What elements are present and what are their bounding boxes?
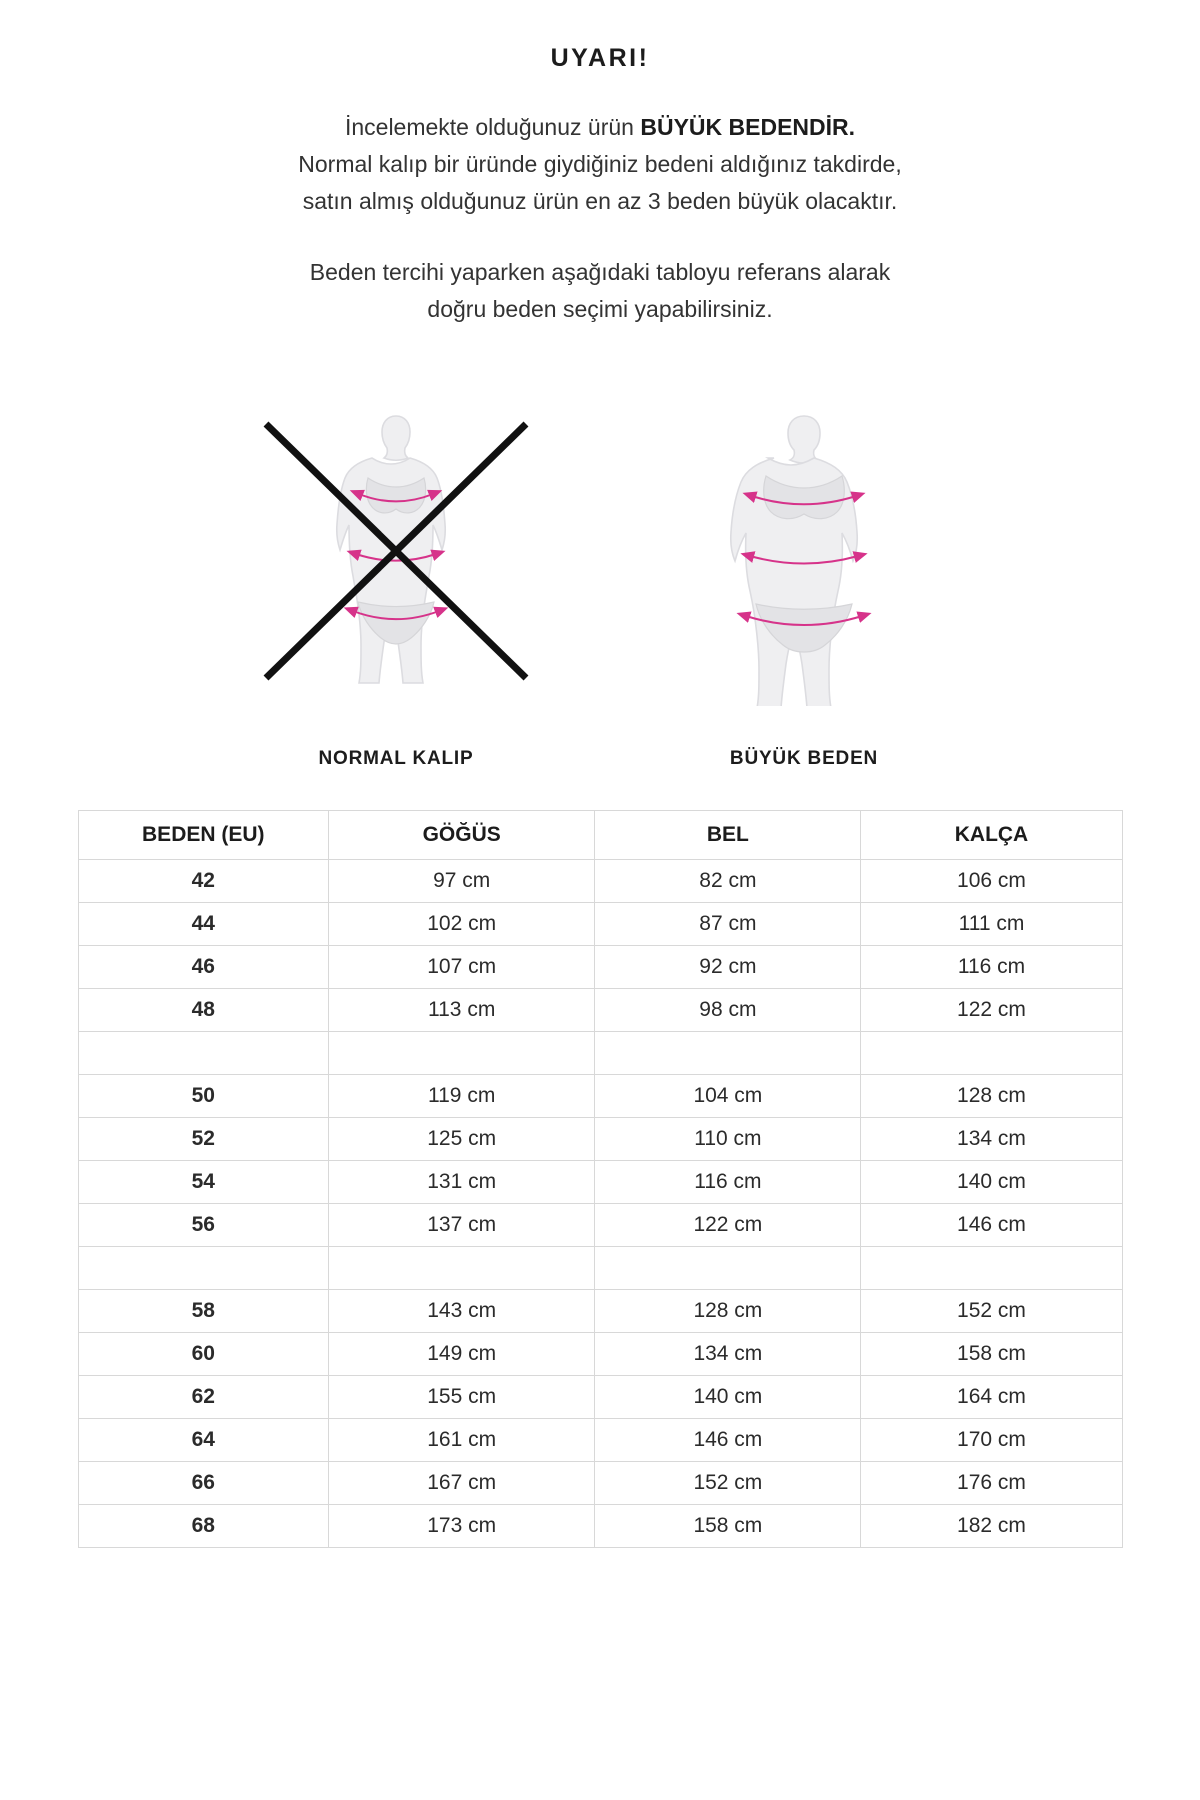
cell-hip: 140 cm — [861, 1161, 1122, 1204]
cell-size: 54 — [78, 1161, 329, 1204]
cell-size: 62 — [78, 1376, 329, 1419]
cell-hip: 128 cm — [861, 1075, 1122, 1118]
table-row — [78, 1161, 1122, 1204]
cell-waist — [595, 1032, 861, 1075]
table-row — [78, 1204, 1122, 1247]
intro-line-1-text: İncelemekte olduğunuz ürün — [344, 114, 641, 140]
cell-size: 46 — [78, 946, 329, 989]
column-header-chest: GÖĞÜS — [329, 811, 595, 860]
cell-hip: 134 cm — [861, 1118, 1122, 1161]
cell-hip — [861, 1247, 1122, 1290]
cell-chest: 107 cm — [329, 946, 595, 989]
cell-waist: 87 cm — [595, 903, 861, 946]
intro-paragraph-1 — [78, 109, 1123, 220]
page-title: UYARI! — [550, 44, 650, 72]
cell-chest: 161 cm — [329, 1419, 595, 1462]
intro-line-3: satın almış olduğunuz ürün en az 3 beden büyük olacaktır. — [302, 188, 898, 214]
table-row — [78, 1419, 1122, 1462]
table-spacer-row — [78, 1032, 1122, 1075]
table-row — [78, 1333, 1122, 1376]
table-row — [78, 860, 1122, 903]
intro-line-1 — [78, 109, 1123, 146]
intro2-line-1: Beden tercihi yaparken aşağıdaki tabloyu referans alarak — [309, 259, 891, 285]
cell-waist: 98 cm — [595, 989, 861, 1032]
cell-size: 58 — [78, 1290, 329, 1333]
cell-chest: 173 cm — [329, 1505, 595, 1548]
cell-size: 44 — [78, 903, 329, 946]
figure-normal-fit-caption: NORMAL KALIP — [318, 748, 474, 769]
cell-chest: 125 cm — [329, 1118, 595, 1161]
cell-hip: 164 cm — [861, 1376, 1122, 1419]
cell-waist: 122 cm — [595, 1204, 861, 1247]
figure-plus-size-caption: BÜYÜK BEDEN — [729, 748, 879, 769]
cell-chest: 131 cm — [329, 1161, 595, 1204]
cell-size: 52 — [78, 1118, 329, 1161]
cell-waist: 116 cm — [595, 1161, 861, 1204]
cell-hip: 106 cm — [861, 860, 1122, 903]
cell-waist: 146 cm — [595, 1419, 861, 1462]
cell-hip: 152 cm — [861, 1290, 1122, 1333]
cell-waist: 104 cm — [595, 1075, 861, 1118]
table-row — [78, 1075, 1122, 1118]
table-row — [78, 1505, 1122, 1548]
cell-chest: 102 cm — [329, 903, 595, 946]
cell-chest: 167 cm — [329, 1462, 595, 1505]
cell-size: 64 — [78, 1419, 329, 1462]
cell-size — [78, 1032, 329, 1075]
intro2-line-2: doğru beden seçimi yapabilirsiniz. — [427, 296, 773, 322]
cell-chest: 119 cm — [329, 1075, 595, 1118]
cell-waist: 158 cm — [595, 1505, 861, 1548]
cell-waist: 152 cm — [595, 1462, 861, 1505]
cell-waist: 82 cm — [595, 860, 861, 903]
cell-hip: 116 cm — [861, 946, 1122, 989]
table-row — [78, 1290, 1122, 1333]
figure-normal-fit — [231, 406, 561, 770]
cell-waist: 140 cm — [595, 1376, 861, 1419]
cell-size: 56 — [78, 1204, 329, 1247]
table-row — [78, 1118, 1122, 1161]
cell-chest: 97 cm — [329, 860, 595, 903]
cell-chest: 113 cm — [329, 989, 595, 1032]
intro-line-1-emphasis: BÜYÜK BEDENDİR. — [640, 114, 856, 140]
intro-paragraph-2 — [78, 254, 1123, 328]
cell-chest: 149 cm — [329, 1333, 595, 1376]
table-row — [78, 989, 1122, 1032]
size-guide-page — [78, 0, 1123, 1548]
cell-size: 68 — [78, 1505, 329, 1548]
cell-hip — [861, 1032, 1122, 1075]
cell-chest — [329, 1247, 595, 1290]
cell-chest: 137 cm — [329, 1204, 595, 1247]
intro-line-2: Normal kalıp bir üründe giydiğiniz bedeni aldığınız takdirde, — [298, 151, 902, 177]
table-row — [78, 946, 1122, 989]
cell-hip: 176 cm — [861, 1462, 1122, 1505]
column-header-hip: KALÇA — [861, 811, 1122, 860]
cell-hip: 182 cm — [861, 1505, 1122, 1548]
cell-size: 60 — [78, 1333, 329, 1376]
column-header-waist: BEL — [595, 811, 861, 860]
cell-chest: 143 cm — [329, 1290, 595, 1333]
table-spacer-row — [78, 1247, 1122, 1290]
cell-hip: 146 cm — [861, 1204, 1122, 1247]
plus-size-body-illustration — [654, 406, 954, 706]
cell-waist: 110 cm — [595, 1118, 861, 1161]
table-row — [78, 903, 1122, 946]
cell-hip: 111 cm — [861, 903, 1122, 946]
table-header-row — [78, 811, 1122, 860]
cell-size: 66 — [78, 1462, 329, 1505]
cell-size — [78, 1247, 329, 1290]
cell-waist: 134 cm — [595, 1333, 861, 1376]
column-header-size: BEDEN (EU) — [78, 811, 329, 860]
size-chart-body — [78, 860, 1122, 1548]
figure-plus-size — [639, 406, 969, 770]
figure-row — [78, 406, 1123, 770]
cell-size: 42 — [78, 860, 329, 903]
table-row — [78, 1462, 1122, 1505]
cell-hip: 122 cm — [861, 989, 1122, 1032]
cell-waist: 128 cm — [595, 1290, 861, 1333]
cell-size: 48 — [78, 989, 329, 1032]
cell-hip: 170 cm — [861, 1419, 1122, 1462]
size-chart-table — [78, 810, 1123, 1548]
cell-size: 50 — [78, 1075, 329, 1118]
cell-hip: 158 cm — [861, 1333, 1122, 1376]
normal-fit-body-illustration — [246, 406, 546, 706]
cell-waist — [595, 1247, 861, 1290]
cell-chest: 155 cm — [329, 1376, 595, 1419]
table-row — [78, 1376, 1122, 1419]
cell-waist: 92 cm — [595, 946, 861, 989]
cell-chest — [329, 1032, 595, 1075]
